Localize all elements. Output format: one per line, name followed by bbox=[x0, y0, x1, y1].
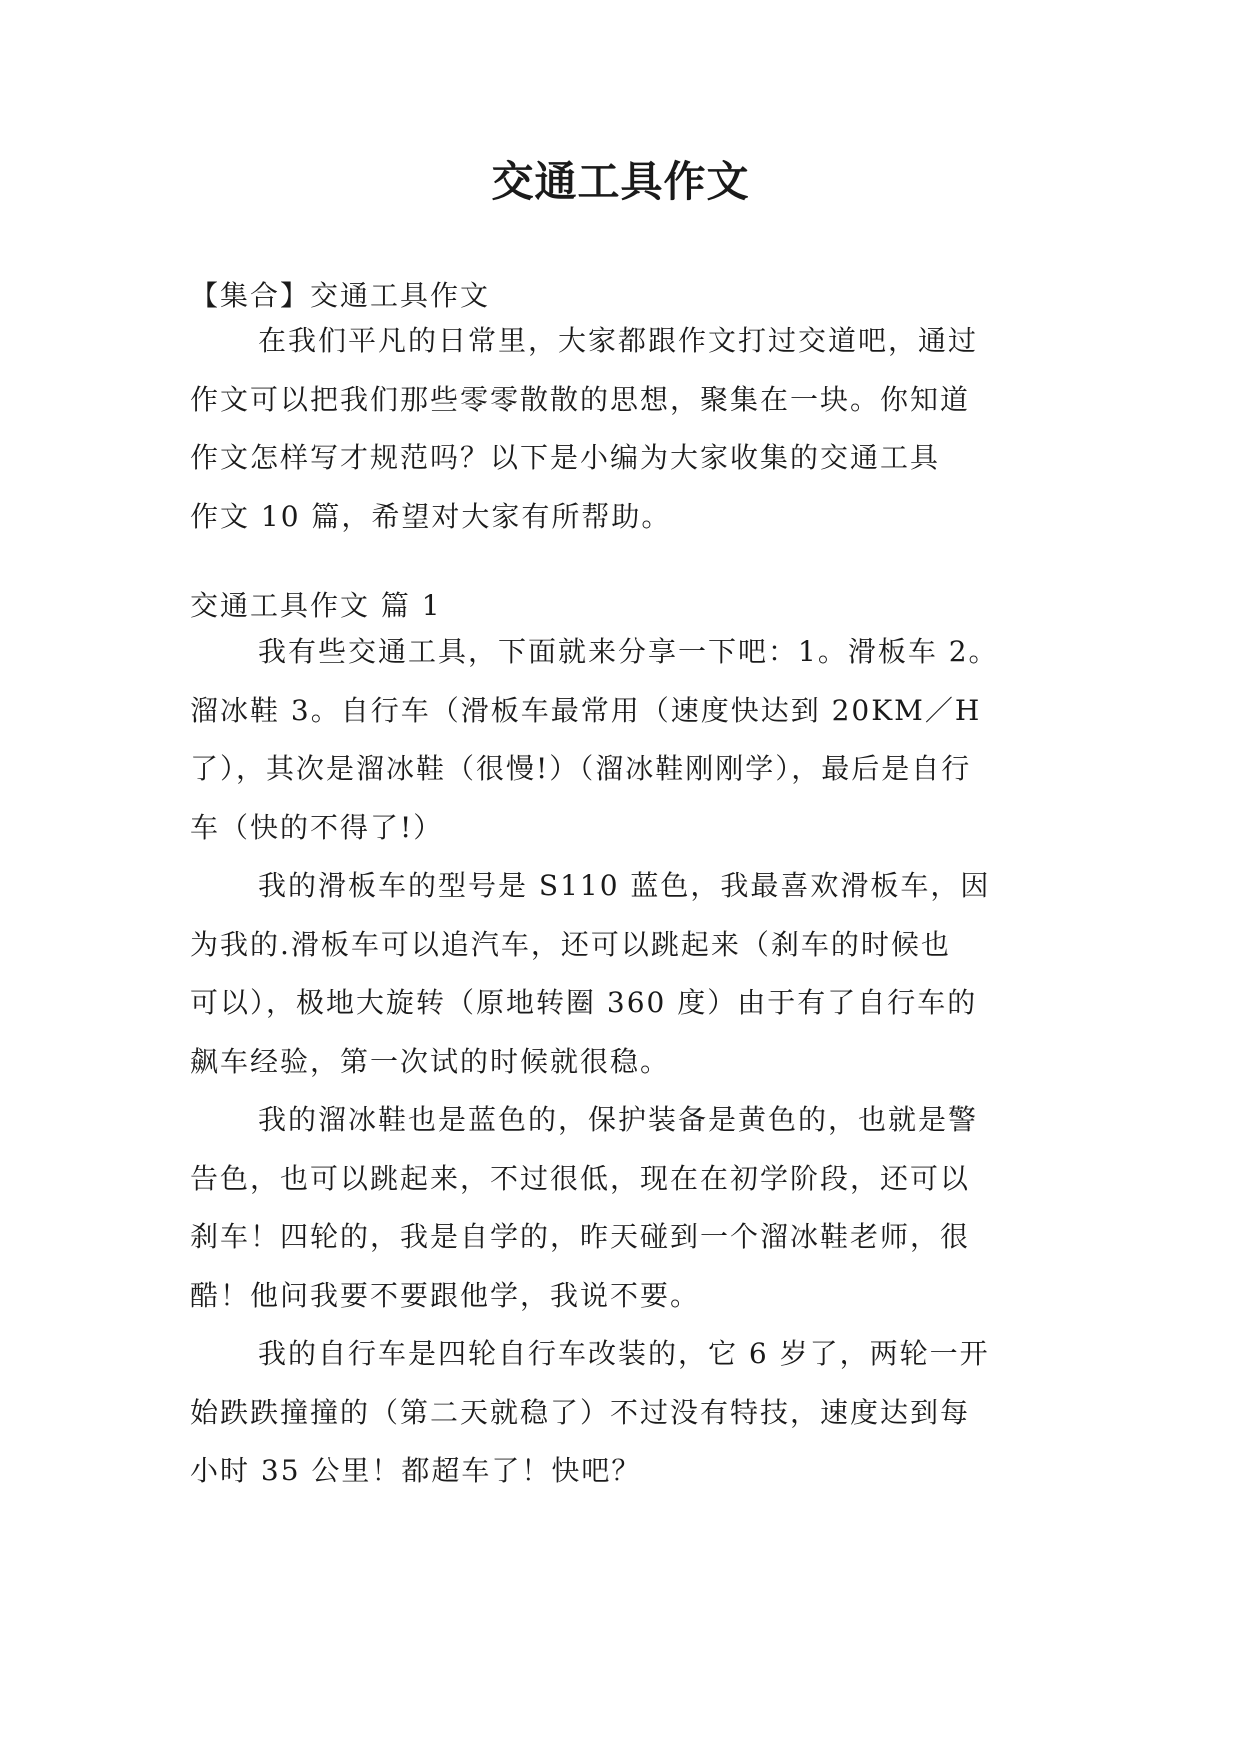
intro-paragraph bbox=[190, 312, 1056, 546]
paragraph-line: 车（快的不得了!） bbox=[190, 810, 444, 844]
essay-paragraph bbox=[190, 857, 1056, 1091]
paragraph-line: 我的自行车是四轮自行车改装的，它 6 岁了，两轮一开 bbox=[258, 1337, 990, 1370]
paragraph-line: 始跌跌撞撞的（第二天就稳了）不过没有特技，速度达到每 bbox=[190, 1395, 971, 1429]
document-title: 交通工具作文 bbox=[491, 157, 750, 206]
paragraph-line: 了），其次是溜冰鞋（很慢!）（溜冰鞋刚刚学），最后是自行 bbox=[190, 752, 972, 785]
collection-heading: 【集合】交通工具作文 bbox=[190, 279, 491, 312]
section-heading: 交通工具作文 篇 1 bbox=[190, 589, 442, 622]
intro-line: 作文怎样写才规范吗？以下是小编为大家收集的交通工具 bbox=[190, 441, 941, 474]
paragraph-line: 我有些交通工具，下面就来分享一下吧：1。滑板车 2。 bbox=[258, 635, 999, 668]
paragraph-line: 飙车经验，第一次试的时候就很稳。 bbox=[190, 1044, 671, 1078]
essay-paragraph bbox=[190, 623, 1056, 857]
paragraph-line: 告色，也可以跳起来，不过很低，现在在初学阶段，还可以 bbox=[190, 1161, 971, 1195]
intro-line: 在我们平凡的日常里，大家都跟作文打过交道吧，通过 bbox=[258, 324, 979, 357]
paragraph-line: 刹车！四轮的，我是自学的，昨天碰到一个溜冰鞋老师，很 bbox=[190, 1220, 971, 1253]
intro-line: 作文 10 篇，希望对大家有所帮助。 bbox=[190, 499, 672, 533]
essay-paragraph bbox=[190, 1325, 1056, 1501]
intro-line: 作文可以把我们那些零零散散的思想，聚集在一块。你知道 bbox=[190, 382, 971, 416]
paragraph-line: 我的滑板车的型号是 S110 蓝色，我最喜欢滑板车，因 bbox=[258, 869, 991, 902]
essay-paragraph bbox=[190, 1091, 1056, 1325]
paragraph-line: 为我的.滑板车可以追汽车，还可以跳起来（刹车的时候也 bbox=[190, 927, 951, 961]
paragraph-line: 小时 35 公里！都超车了！快吧？ bbox=[190, 1454, 642, 1487]
paragraph-line: 溜冰鞋 3。自行车（滑板车最常用（速度快达到 20KM／H bbox=[190, 693, 982, 727]
paragraph-line: 我的溜冰鞋也是蓝色的，保护装备是黄色的，也就是警 bbox=[258, 1103, 979, 1136]
paragraph-line: 可以），极地大旋转（原地转圈 360 度）由于有了自行车的 bbox=[190, 986, 978, 1019]
paragraph-line: 酷！他问我要不要跟他学，我说不要。 bbox=[190, 1278, 701, 1312]
